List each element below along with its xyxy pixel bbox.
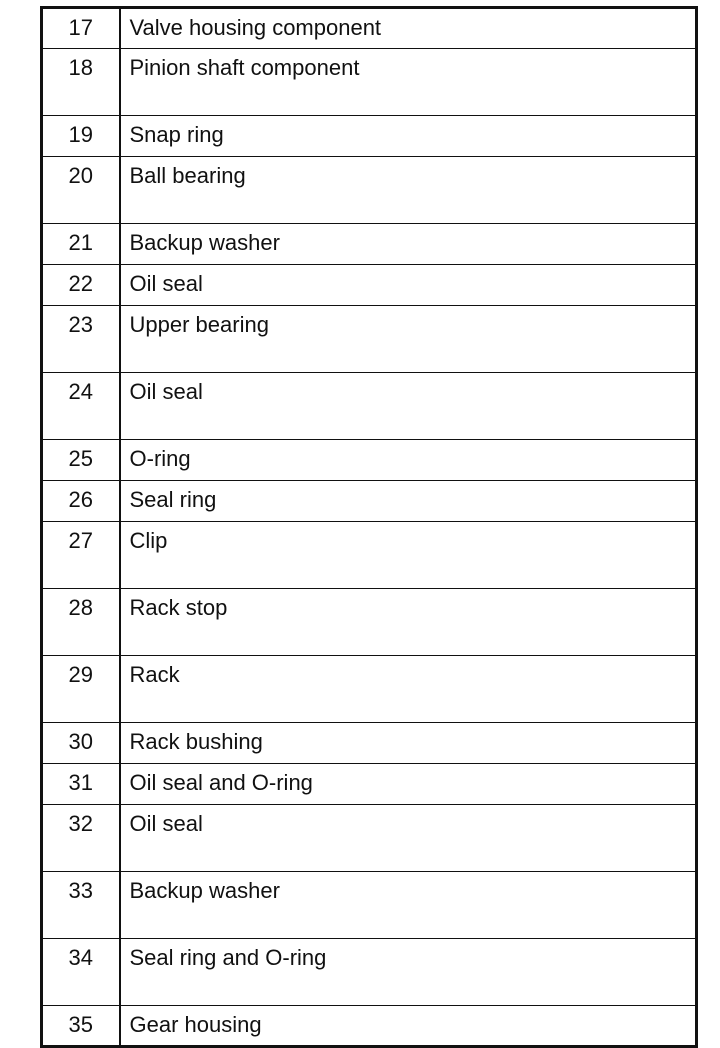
part-number: 29	[42, 656, 120, 723]
part-description: Backup washer	[120, 224, 697, 265]
part-number: 19	[42, 116, 120, 157]
part-number: 25	[42, 440, 120, 481]
part-description: Rack	[120, 656, 697, 723]
part-description: O-ring	[120, 440, 697, 481]
table-row	[42, 8, 697, 49]
table-row	[42, 589, 697, 656]
part-description: Oil seal	[120, 265, 697, 306]
part-description: Backup washer	[120, 872, 697, 939]
part-description: Clip	[120, 522, 697, 589]
table-row	[42, 306, 697, 373]
part-number: 17	[42, 8, 120, 49]
table-row	[42, 224, 697, 265]
table-row	[42, 723, 697, 764]
table-row	[42, 481, 697, 522]
parts-table-body	[42, 8, 697, 1047]
part-description: Oil seal and O-ring	[120, 764, 697, 805]
table-row	[42, 440, 697, 481]
table-row	[42, 1006, 697, 1047]
part-description: Gear housing	[120, 1006, 697, 1047]
part-number: 31	[42, 764, 120, 805]
part-number: 35	[42, 1006, 120, 1047]
part-number: 20	[42, 157, 120, 224]
part-description: Rack stop	[120, 589, 697, 656]
table-row	[42, 373, 697, 440]
table-row	[42, 872, 697, 939]
part-number: 18	[42, 49, 120, 116]
part-number: 21	[42, 224, 120, 265]
part-number: 32	[42, 805, 120, 872]
parts-table	[40, 6, 698, 1048]
part-number: 33	[42, 872, 120, 939]
part-number: 34	[42, 939, 120, 1006]
part-number: 24	[42, 373, 120, 440]
table-row	[42, 522, 697, 589]
table-row	[42, 265, 697, 306]
part-description: Oil seal	[120, 373, 697, 440]
part-description: Seal ring	[120, 481, 697, 522]
part-description: Ball bearing	[120, 157, 697, 224]
table-row	[42, 656, 697, 723]
table-row	[42, 805, 697, 872]
part-number: 26	[42, 481, 120, 522]
part-description: Oil seal	[120, 805, 697, 872]
part-description: Snap ring	[120, 116, 697, 157]
part-number: 27	[42, 522, 120, 589]
part-description: Rack bushing	[120, 723, 697, 764]
table-row	[42, 764, 697, 805]
part-number: 30	[42, 723, 120, 764]
part-description: Valve housing component	[120, 8, 697, 49]
part-description: Upper bearing	[120, 306, 697, 373]
part-description: Seal ring and O-ring	[120, 939, 697, 1006]
table-row	[42, 49, 697, 116]
table-row	[42, 116, 697, 157]
part-number: 23	[42, 306, 120, 373]
part-number: 28	[42, 589, 120, 656]
table-row	[42, 157, 697, 224]
part-number: 22	[42, 265, 120, 306]
table-row	[42, 939, 697, 1006]
part-description: Pinion shaft component	[120, 49, 697, 116]
